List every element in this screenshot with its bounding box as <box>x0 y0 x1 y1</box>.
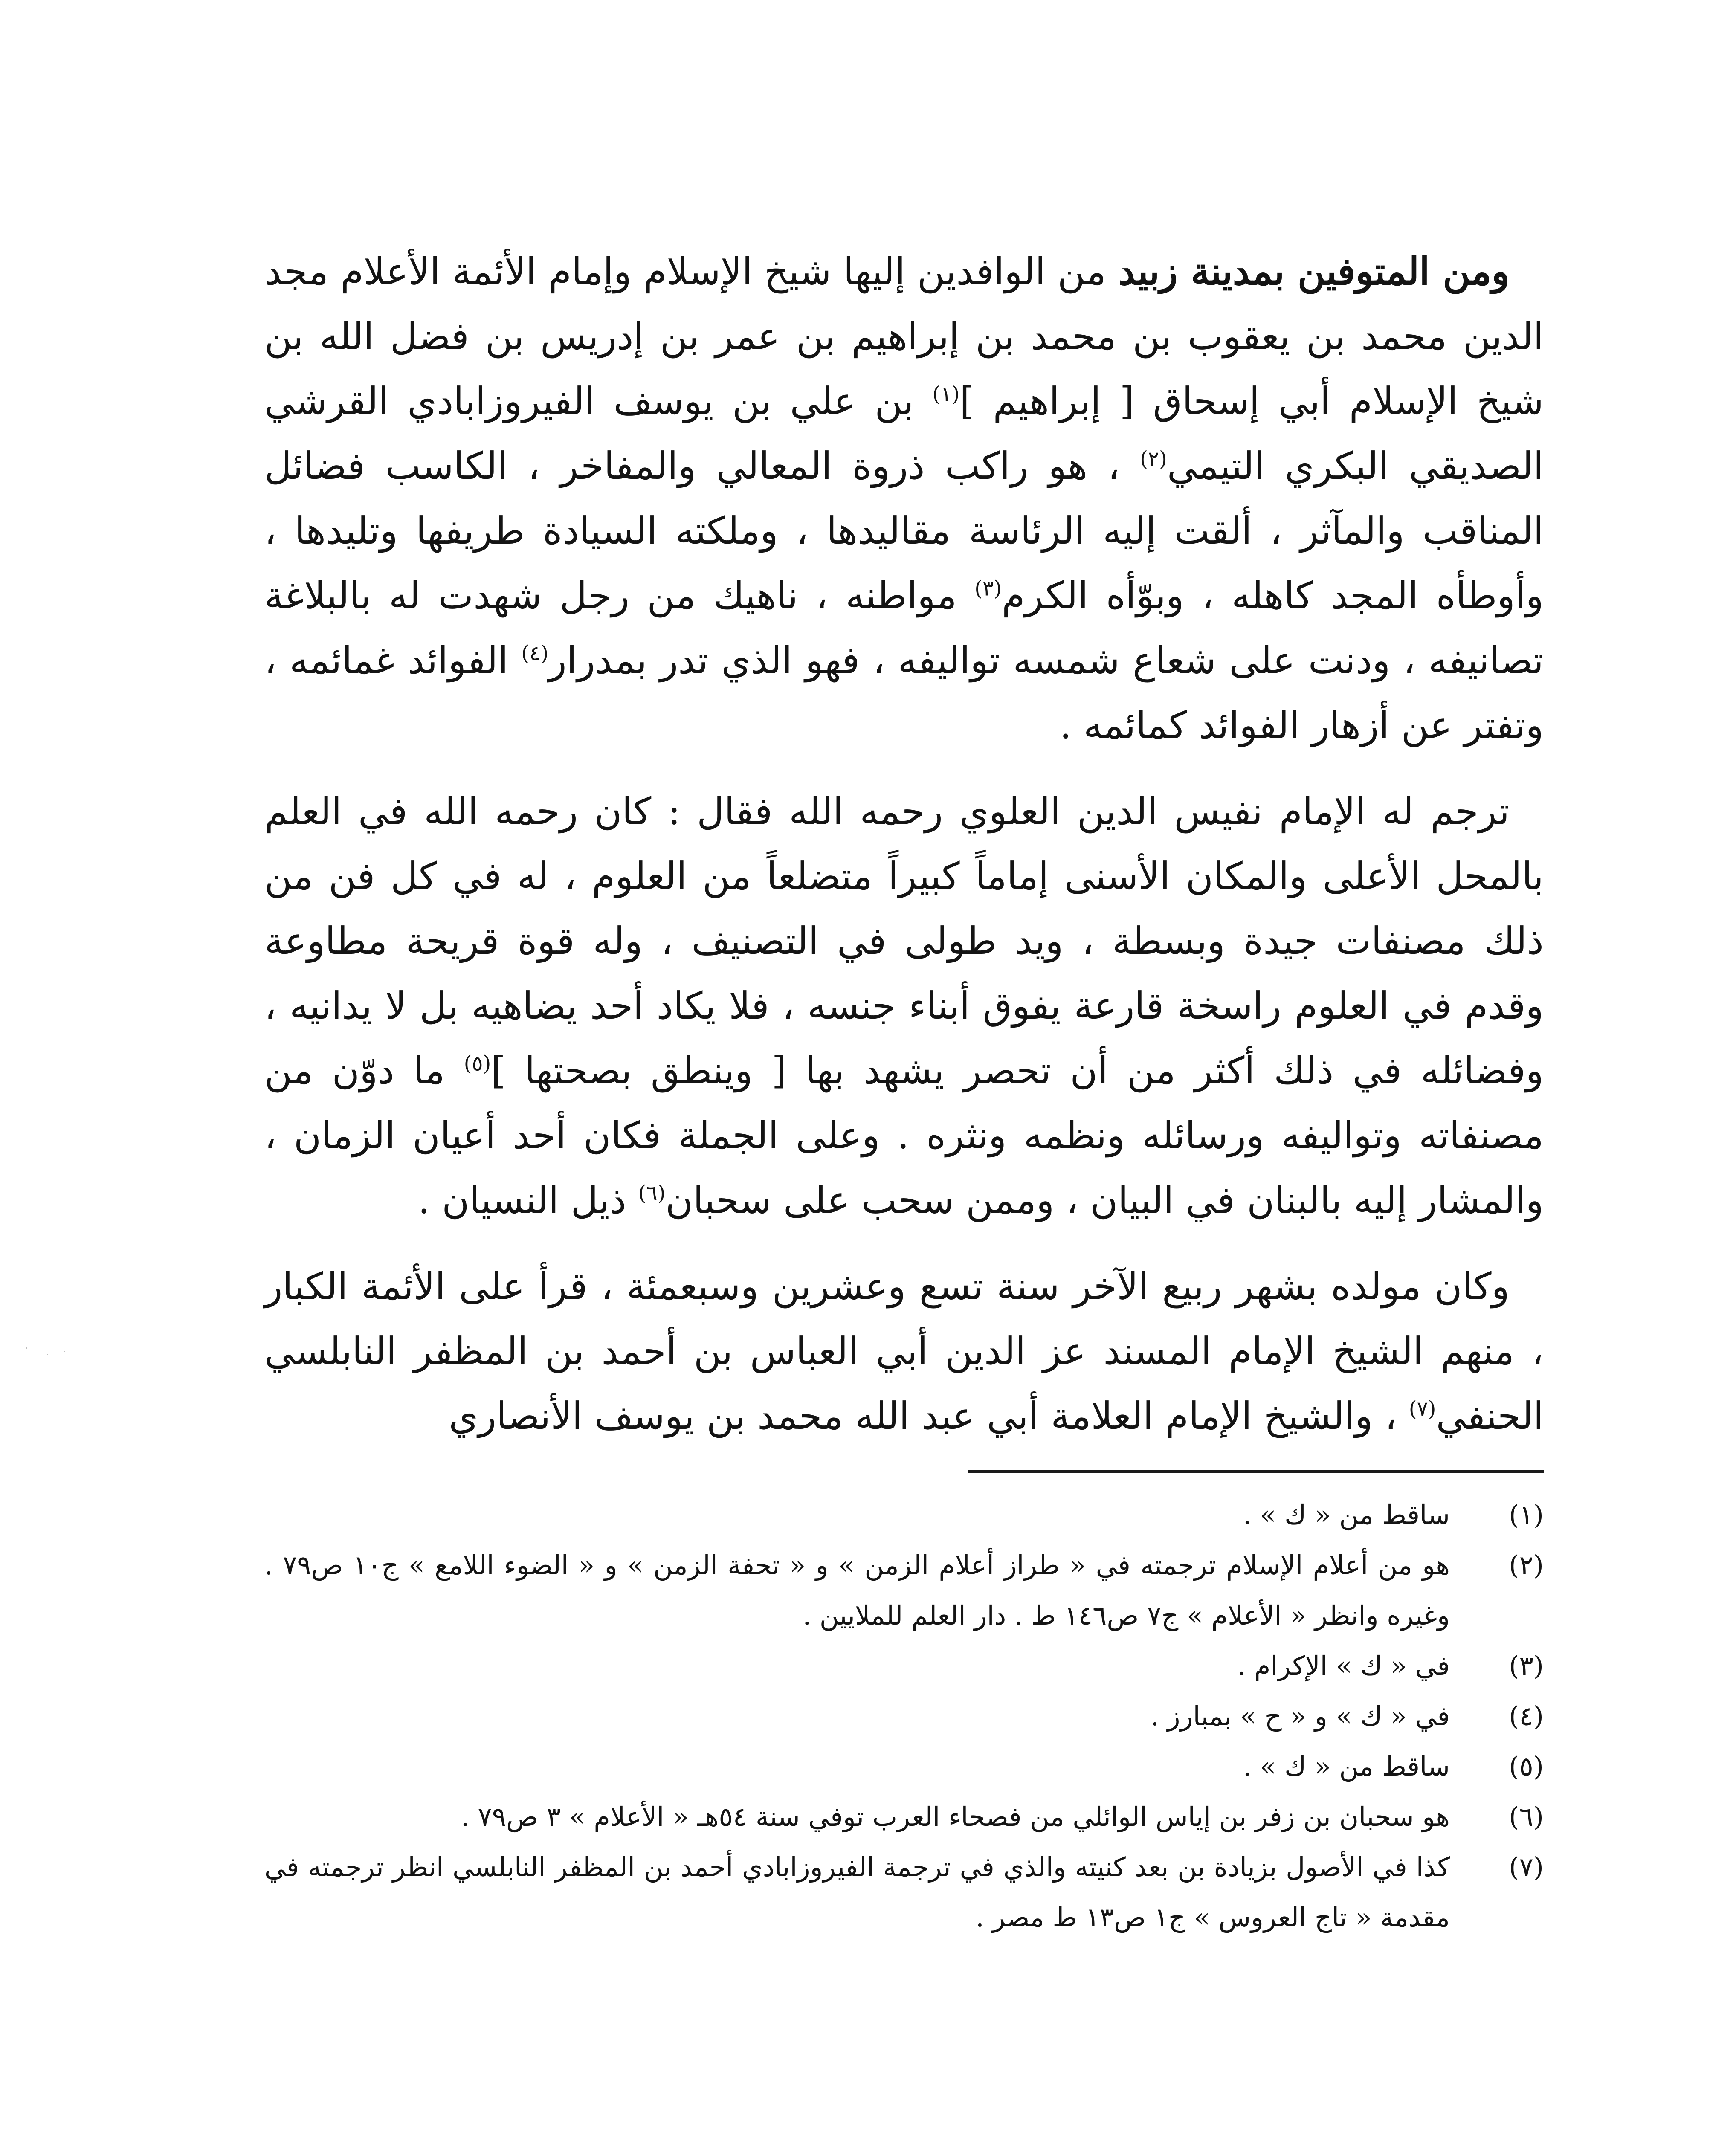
footnote-number: (٤) <box>1509 1700 1544 1732</box>
footnote-text: هو من أعلام الإسلام ترجمته في « طراز أعلام الزمن » و « تحفة الزمن » و « الضوء اللامع » ج١٠ ص٧٩ . وغيره وانظر « الأعلام » ج٧ ص١٤٦ ط . دار العلم للملايين . <box>264 1550 1450 1631</box>
footnote-ref: (١) <box>932 382 960 406</box>
footnote-number: (٥) <box>1509 1751 1544 1782</box>
footnote-text: في « ك » و « ح » بمبارز . <box>1151 1700 1450 1732</box>
footnote-ref: (٥) <box>464 1052 491 1076</box>
footnote-item <box>264 1641 1544 1691</box>
footnote-item <box>264 1741 1544 1792</box>
book-page <box>264 239 1544 2132</box>
scan-speck <box>26 1347 27 1349</box>
footnote-ref: (٢) <box>1140 447 1167 471</box>
footnote-text: ساقط من « ك » . <box>1243 1499 1450 1530</box>
footnote-item <box>264 1691 1544 1741</box>
main-text <box>264 239 1544 1448</box>
bold-lead: ومن المتوفين بمدينة زبيد <box>1118 249 1510 293</box>
footnote-text: هو سحبان بن زفر بن إياس الوائلي من فصحاء العرب توفي سنة ٥٤هـ « الأعلام » ٣ ص٧٩ . <box>461 1801 1450 1832</box>
paragraph-2 <box>264 779 1544 1233</box>
text-run: مواطنه ، ناهيك من رجل شهدت له بالبلاغة تصانيفه ، ودنت على شعاع شمسه تواليفه ، فهو الذي تدر بمدرار <box>264 574 1544 682</box>
footnote-text: في « ك » الإكرام . <box>1237 1650 1450 1681</box>
footnote-number: (٢) <box>1509 1550 1544 1581</box>
text-run: الفوائد غمائمه ، وتفتر عن أزهار الفوائد كمائمه . <box>264 638 1544 747</box>
footnote-separator <box>968 1470 1544 1473</box>
text-run: ذيل النسيان . <box>418 1178 638 1222</box>
footnote-item <box>264 1792 1544 1842</box>
scan-speck <box>47 1354 48 1355</box>
text-run: ، والشيخ الإمام العلامة أبي عبد الله محمد بن يوسف الأنصاري <box>449 1394 1409 1438</box>
footnote-text: كذا في الأصول بزيادة بن بعد كنيته والذي في ترجمة الفيروزابادي أحمد بن المظفر النابلسي انظر ترجمته في مقدمة « تاج العروس » ج١ ص١٣ ط مصر . <box>264 1851 1450 1933</box>
footnote-number: (٦) <box>1509 1801 1544 1832</box>
text-run: ترجم له الإمام نفيس الدين العلوي رحمه الله فقال : كان رحمه الله في العلم بالمحل الأعلى والمكان الأسنى إماماً كبيراً متضلعاً من العلوم ، له في كل فن من ذلك مصنفات جيدة وبسطة ، ويد طولى في التصنيف ، وله قوة قريحة مطاوعة وقدم في العلوم راسخة قارعة يفوق أبناء جنسه ، فلا يكاد أحد يضاهيه بل لا يدانيه ، وفضائله في ذلك أكثر من أن تحصر يشهد بها [ وينطق بصحتها ] <box>264 789 1544 1092</box>
footnote-item <box>264 1540 1544 1641</box>
footnote-item <box>264 1842 1544 1943</box>
text-run: وكان مولده بشهر ربيع الآخر سنة تسع وعشرين وسبعمئة ، قرأ على الأئمة الكبار ، منهم الشيخ الإمام المسند عز الدين أبي العباس بن أحمد بن المظفر النابلسي الحنفي <box>264 1264 1544 1438</box>
footnote-ref: (٧) <box>1409 1397 1436 1421</box>
footnote-number: (١) <box>1509 1499 1544 1530</box>
text-run: من الوافدين إليها شيخ الإسلام وإمام الأئمة الأعلام مجد الدين محمد بن يعقوب بن محمد بن إبراهيم بن عمر بن إدريس بن فضل الله بن شيخ الإسلام أبي إسحاق [ إبراهيم ] <box>264 249 1544 423</box>
footnote-item <box>264 1490 1544 1540</box>
text-run: ، هو راكب ذروة المعالي والمفاخر ، الكاسب فضائل المناقب والمآثر ، ألقت إليه الرئاسة مقاليدها ، وملكته السيادة طريفها وتليدها ، وأوطأه المجد كاهله ، وبوّأه الكرم <box>264 444 1544 617</box>
footnote-number: (٣) <box>1509 1650 1544 1681</box>
footnote-text: ساقط من « ك » . <box>1243 1751 1450 1782</box>
text-run: بن علي بن يوسف الفيروزابادي القرشي الصديقي البكري التيمي <box>264 379 1544 488</box>
paragraph-3 <box>264 1254 1544 1448</box>
paragraph-1 <box>264 239 1544 758</box>
text-run: ما دوّن من مصنفاته وتواليفه ورسائله ونظمه ونثره . وعلى الجملة فكان أحد أعيان الزمان ، والمشار إليه بالبنان في البيان ، وممن سحب على سحبان <box>264 1049 1544 1222</box>
scan-speck <box>64 1351 65 1352</box>
footnote-number: (٧) <box>1509 1851 1544 1883</box>
footnote-ref: (٣) <box>974 576 1002 601</box>
footnote-ref: (٤) <box>521 641 549 666</box>
footnotes <box>264 1490 1544 1943</box>
footnote-ref: (٦) <box>638 1181 666 1205</box>
